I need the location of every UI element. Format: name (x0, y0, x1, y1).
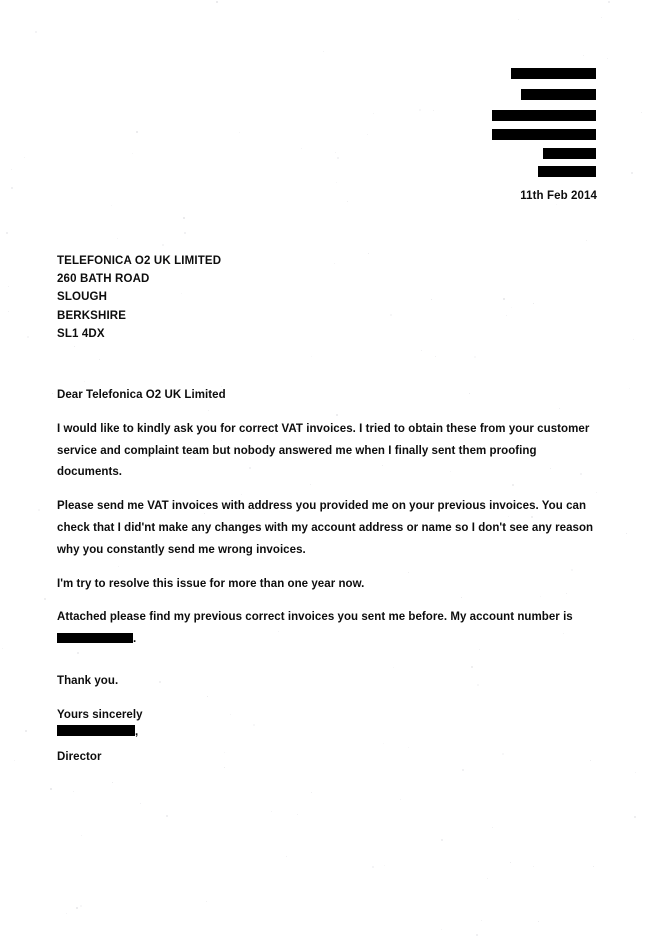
paragraph-attachment (57, 607, 598, 651)
signature-line (57, 722, 138, 738)
address-line: 260 BATH ROAD (57, 273, 150, 286)
letterhead-bar-2 (521, 89, 596, 100)
salutation: Dear Telefonica O2 UK Limited (57, 389, 226, 401)
letterhead-bar-6 (538, 166, 596, 177)
paragraph-duration: I'm try to resolve this issue for more than one year now. (57, 577, 365, 590)
redacted-account-number (57, 633, 133, 643)
paragraph-intro: I would like to kindly ask you for correct VAT invoices. I tried to obtain these from your customer service and complaint team but nobody answered me when I finally sent them proofing documents. (57, 422, 590, 479)
redacted-signatory-name (57, 725, 135, 736)
letterhead-bar-4 (492, 129, 596, 140)
address-line: SLOUGH (57, 291, 108, 304)
attachment-text: Attached please find my previous correct invoices you sent me before. My account number is (57, 611, 573, 624)
signature-trailing-punctuation: , (135, 726, 139, 738)
letterhead-bar-1 (511, 68, 596, 79)
attachment-trailing-punctuation: . (133, 633, 137, 646)
address-line: SL1 4DX (57, 327, 105, 340)
letterhead-bar-5 (543, 148, 596, 159)
signatory-role: Director (57, 751, 102, 763)
letterhead-bar-3 (492, 110, 596, 121)
letter-date: 11th Feb 2014 (520, 190, 597, 202)
request-body-text: You can check that I did'nt make any changes with my account address or name so I don't see any reason why you constantly send me wrong invoices. (57, 500, 594, 556)
letter-body (57, 385, 598, 739)
letterhead-logo-redacted (485, 60, 605, 170)
address-line: BERKSHIRE (57, 309, 127, 322)
recipient-address-block (57, 252, 221, 343)
thank-you-line: Thank you. (57, 674, 119, 687)
address-line: TELEFONICA O2 UK LIMITED (57, 255, 222, 267)
signature-block (57, 722, 138, 768)
paragraph-request (57, 496, 598, 561)
closing-line: Yours sincerely (57, 708, 143, 721)
request-bold-lead: Please send me VAT invoices with address you provided me on your previous invoices. (57, 500, 539, 513)
